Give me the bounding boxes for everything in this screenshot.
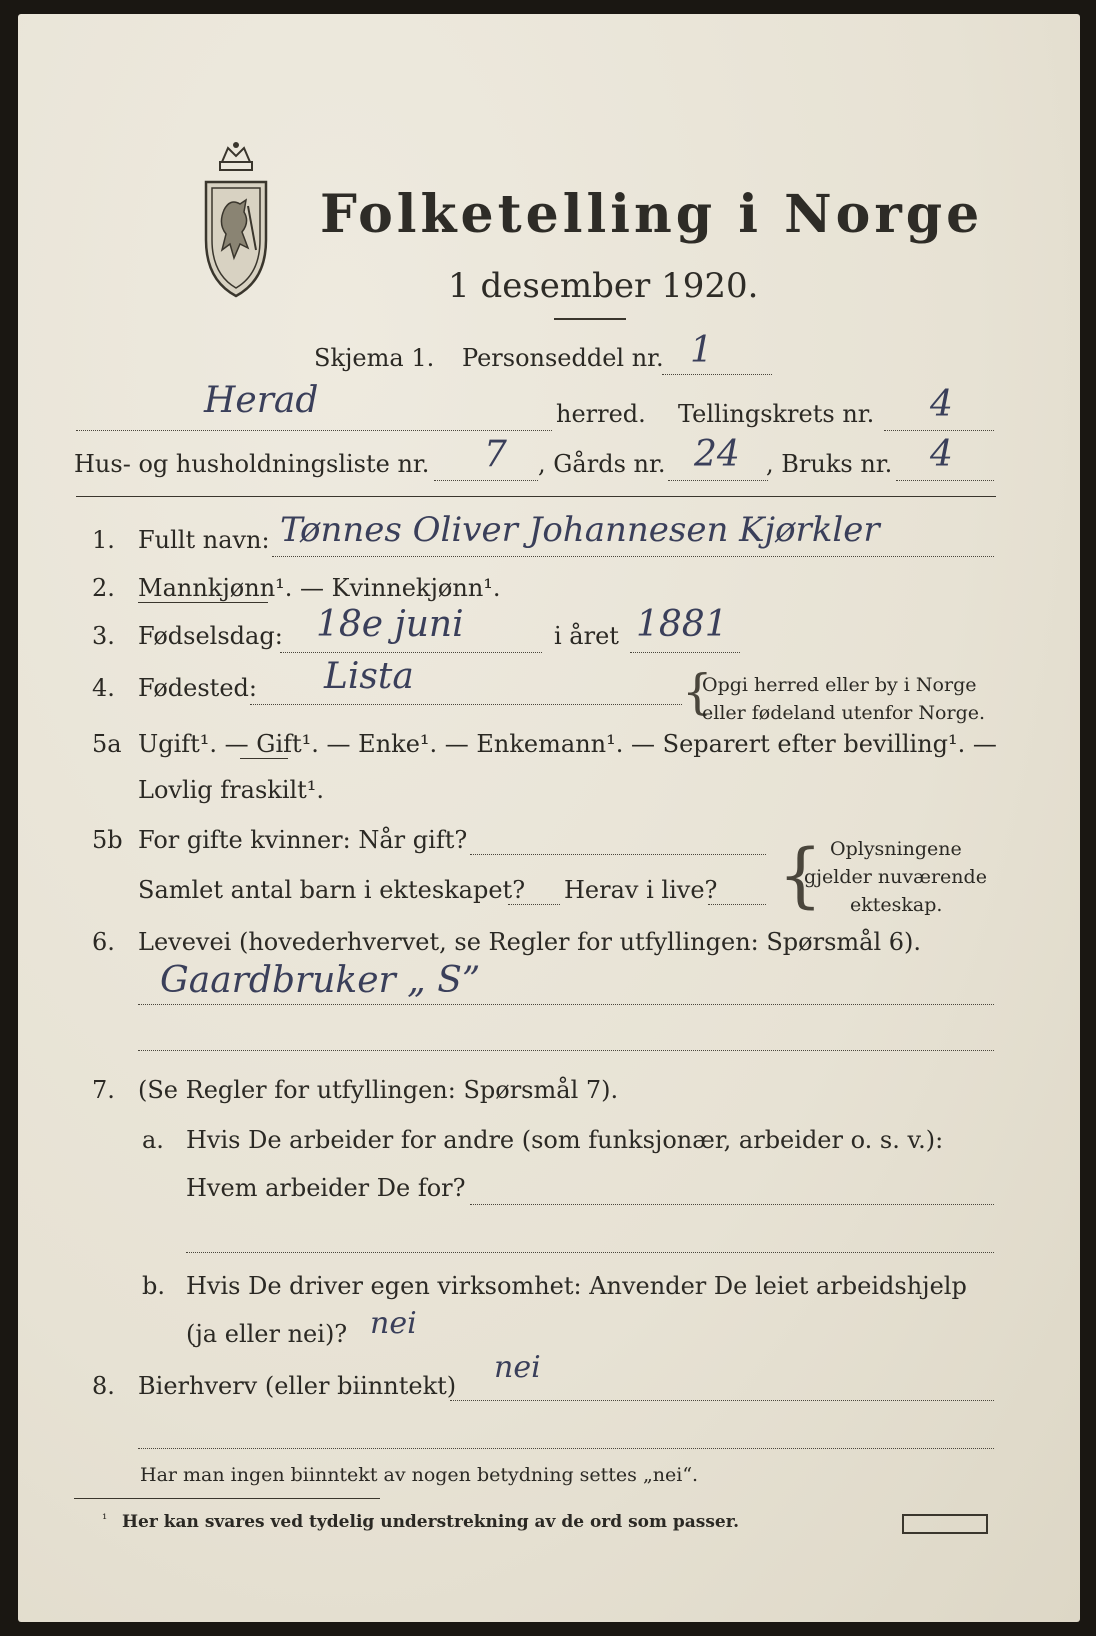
- q1-line: [272, 556, 994, 557]
- q4-label: Fødested:: [138, 674, 257, 702]
- bruks-line: [896, 480, 994, 481]
- q3-label: Fødselsdag:: [138, 622, 283, 650]
- q7a-label: Hvis De arbeider for andre (som funksjonær, arbeider o. s. v.):: [186, 1126, 944, 1154]
- q3-year-line: [630, 652, 740, 653]
- personseddel-value: 1: [690, 330, 713, 371]
- q8-value: nei: [494, 1350, 541, 1385]
- q2-underline: [138, 602, 268, 603]
- q3-line: [280, 652, 542, 653]
- q5b-line-2: [508, 904, 560, 905]
- q5b-number: 5b: [92, 826, 123, 854]
- q7b-label: Hvis De driver egen virksomhet: Anvender De leiet arbeidshjelp: [186, 1272, 967, 1300]
- q7b-value: nei: [370, 1306, 417, 1341]
- q8-number: 8.: [92, 1372, 115, 1400]
- q7a-label-2: Hvem arbeider De for?: [186, 1174, 466, 1202]
- footnote-rule: [74, 1498, 380, 1499]
- q4-number: 4.: [92, 674, 115, 702]
- bruks-value: 4: [930, 434, 953, 475]
- personseddel-label: Personseddel nr.: [462, 344, 664, 372]
- footnote-mark: ¹: [102, 1512, 108, 1527]
- tellingskrets-value: 4: [930, 384, 953, 425]
- q1-number: 1.: [92, 526, 115, 554]
- q3-year-label: i året: [554, 622, 619, 650]
- hus-label: Hus- og husholdningsliste nr.: [74, 450, 430, 478]
- q7a-line-1: [470, 1204, 994, 1205]
- q5a-label-2: Lovlig fraskilt¹.: [138, 776, 325, 804]
- q6-number: 6.: [92, 928, 115, 956]
- q3-value: 18e juni: [316, 604, 464, 645]
- q5b-note-2: gjelder nuværende: [804, 866, 987, 888]
- q4-note-2: eller fødeland utenfor Norge.: [702, 702, 986, 724]
- title-divider: [554, 318, 626, 320]
- q3-number: 3.: [92, 622, 115, 650]
- footer-note: Har man ingen biinntekt av nogen betydning settes „nei“.: [140, 1464, 699, 1486]
- q3-year-value: 1881: [636, 604, 728, 645]
- census-date: 1 desember 1920.: [448, 266, 759, 306]
- q4-line: [250, 704, 682, 705]
- q8-line-2: [138, 1448, 994, 1449]
- gards-line: [668, 480, 768, 481]
- herred-line: [76, 430, 552, 431]
- gards-label: , Gårds nr.: [538, 450, 666, 478]
- q5a-underline: [240, 758, 288, 759]
- q7b-label-2: (ja eller nei)?: [186, 1320, 348, 1348]
- schema-label: Skjema 1.: [314, 344, 435, 372]
- header-rule: [76, 496, 996, 497]
- q5b-line-1: [470, 854, 766, 855]
- q6-value: Gaardbruker „ S”: [160, 960, 481, 1001]
- bruks-label: , Bruks nr.: [766, 450, 893, 478]
- tellingskrets-line: [884, 430, 994, 431]
- q5a-label: Ugift¹. — Gift¹. — Enke¹. — Enkemann¹. — Separert efter bevilling¹. —: [138, 730, 997, 758]
- tellingskrets-label: Tellingskrets nr.: [678, 400, 875, 428]
- gards-value: 24: [694, 434, 740, 475]
- q7-label: (Se Regler for utfyllingen: Spørsmål 7).: [138, 1076, 619, 1104]
- coat-of-arms-icon: [198, 140, 274, 300]
- q7b-letter: b.: [142, 1272, 165, 1300]
- q4-brace: {: [682, 664, 713, 720]
- census-form: [18, 14, 1080, 1622]
- q2-number: 2.: [92, 574, 115, 602]
- q5b-line-3: [708, 904, 766, 905]
- q5b-note-3: ekteskap.: [850, 894, 943, 916]
- q1-label: Fullt navn:: [138, 526, 270, 554]
- herred-value: Herad: [204, 380, 319, 421]
- q7a-letter: a.: [142, 1126, 164, 1154]
- q5b-label: For gifte kvinner: Når gift?: [138, 826, 468, 854]
- form-title: Folketelling i Norge: [320, 184, 984, 245]
- q5b-note-1: Oplysningene: [830, 838, 962, 860]
- q1-value: Tønnes Oliver Johannesen Kjørkler: [280, 510, 880, 550]
- herred-label: herred.: [556, 400, 646, 428]
- footnote-text: Her kan svares ved tydelig understrekning av de ord som passer.: [122, 1512, 740, 1532]
- q8-label: Bierhverv (eller biinntekt): [138, 1372, 457, 1400]
- q8-line-1: [450, 1400, 994, 1401]
- q5b-brace: {: [778, 834, 823, 916]
- q5a-number: 5a: [92, 730, 122, 758]
- q4-value: Lista: [324, 656, 414, 697]
- printer-stamp: [902, 1514, 988, 1534]
- q5b-label-2: Samlet antal barn i ekteskapet?: [138, 876, 526, 904]
- q7a-line-2: [186, 1252, 994, 1253]
- q6-line-1: [138, 1004, 994, 1005]
- q6-label: Levevei (hovederhvervet, se Regler for utfyllingen: Spørsmål 6).: [138, 928, 922, 956]
- q6-line-2: [138, 1050, 994, 1051]
- hus-value: 7: [484, 434, 507, 475]
- q7-number: 7.: [92, 1076, 115, 1104]
- q2-label: Mannkjønn¹. — Kvinnekjønn¹.: [138, 574, 501, 602]
- hus-line: [434, 480, 538, 481]
- personseddel-line: [662, 374, 772, 375]
- q4-note-1: Opgi herred eller by i Norge: [702, 674, 977, 696]
- q5b-label-3: Herav i live?: [564, 876, 718, 904]
